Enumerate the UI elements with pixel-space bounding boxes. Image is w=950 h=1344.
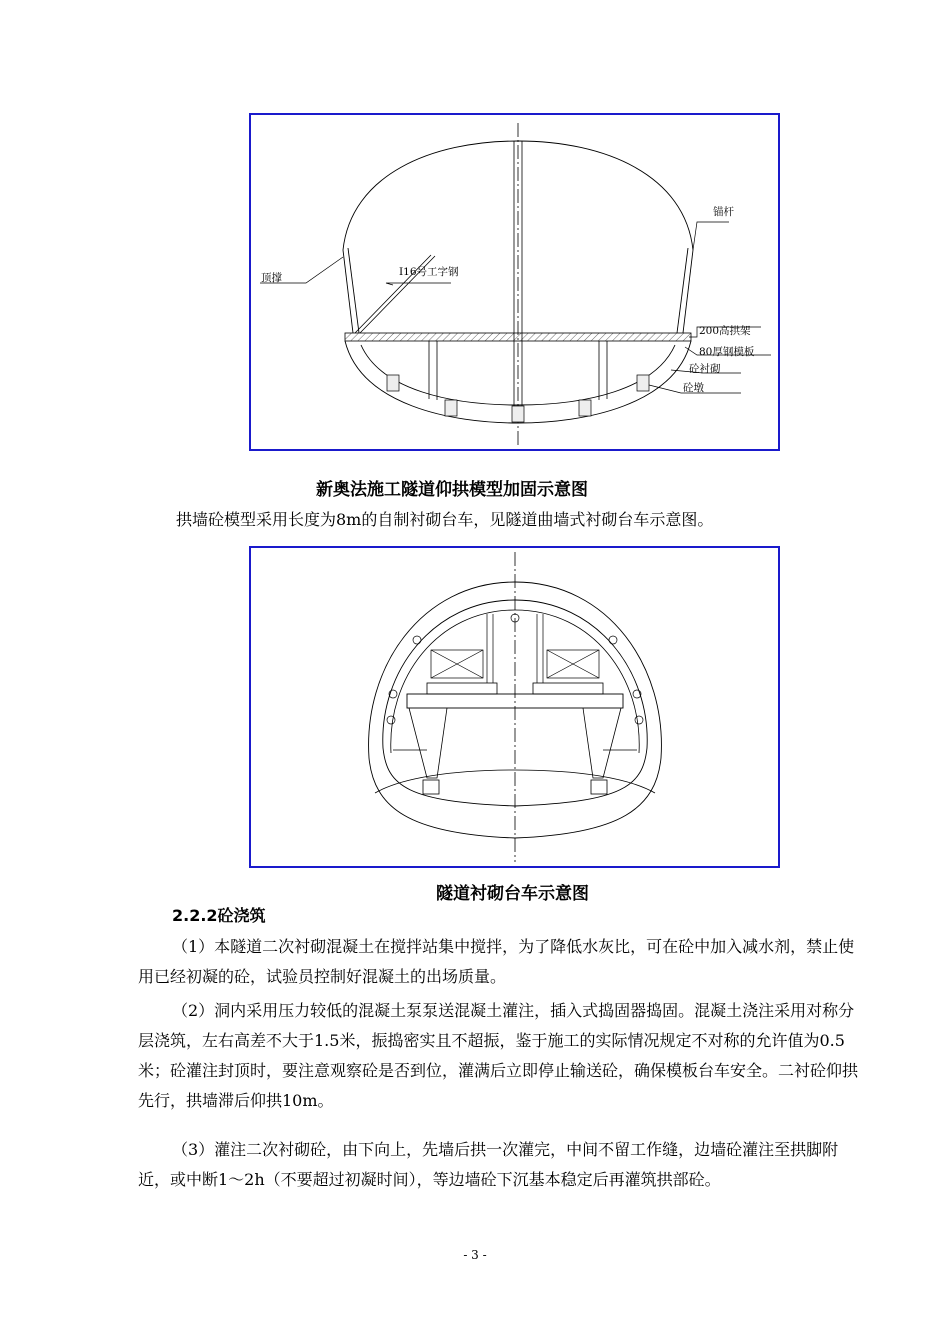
label-concrete-pier: 砼墩: [683, 382, 704, 394]
paragraph-1: （1）本隧道二次衬砌混凝土在搅拌站集中搅拌，为了降低水灰比，可在砼中加入减水剂，禁止使用已经初凝的砼，试验员控制好混凝土的出场质量。: [138, 937, 855, 986]
section-heading: 2.2.2砼浇筑: [172, 906, 266, 925]
intro-paragraph: 拱墙砼模型采用长度为8m的自制衬砌台车，见隧道曲墙式衬砌台车示意图。: [176, 510, 714, 529]
figure1-caption: 新奥法施工隧道仰拱模型加固示意图: [316, 480, 588, 500]
label-i-beam: I16号工字钢: [399, 266, 459, 278]
page-number: - 3 -: [463, 1248, 487, 1262]
paragraph-3: （3）灌注二次衬砌砼，由下向上，先墙后拱一次灌完，中间不留工作缝，边墙砼灌注至拱脚附近，或中断1～2h（不要超过初凝时间），等边墙砼下沉基本稳定后再灌筑拱部砼。: [138, 1140, 839, 1189]
lining-trolley-drawing: [251, 548, 778, 866]
figure2-caption: 隧道衬砌台车示意图: [436, 884, 589, 904]
figure-invert-arch: [249, 113, 780, 451]
label-top-brace: 顶撑: [261, 272, 282, 284]
label-arch-frame: 200高拱架: [699, 325, 751, 337]
figure-lining-trolley: [249, 546, 780, 868]
invert-arch-drawing: [251, 115, 778, 449]
label-anchor-bolt: 锚杆: [713, 206, 734, 218]
paragraph-2: （2）洞内采用压力较低的混凝土泵泵送混凝土灌注，插入式捣固器捣固。混凝土浇注采用对称分层浇筑，左右高差不大于1.5米，振捣密实且不超振，鉴于施工的实际情况规定不对称的允许值为0.5米；砼灌注封顶时，要注意观察砼是否到位，灌满后立即停止输送砼，确保模板台车安全。二衬砼仰拱先行，拱墙滞后仰拱10m。: [138, 1001, 859, 1110]
label-concrete-lining: 砼衬砌: [689, 363, 721, 375]
label-steel-formwork: 80厚钢模板: [699, 346, 755, 358]
